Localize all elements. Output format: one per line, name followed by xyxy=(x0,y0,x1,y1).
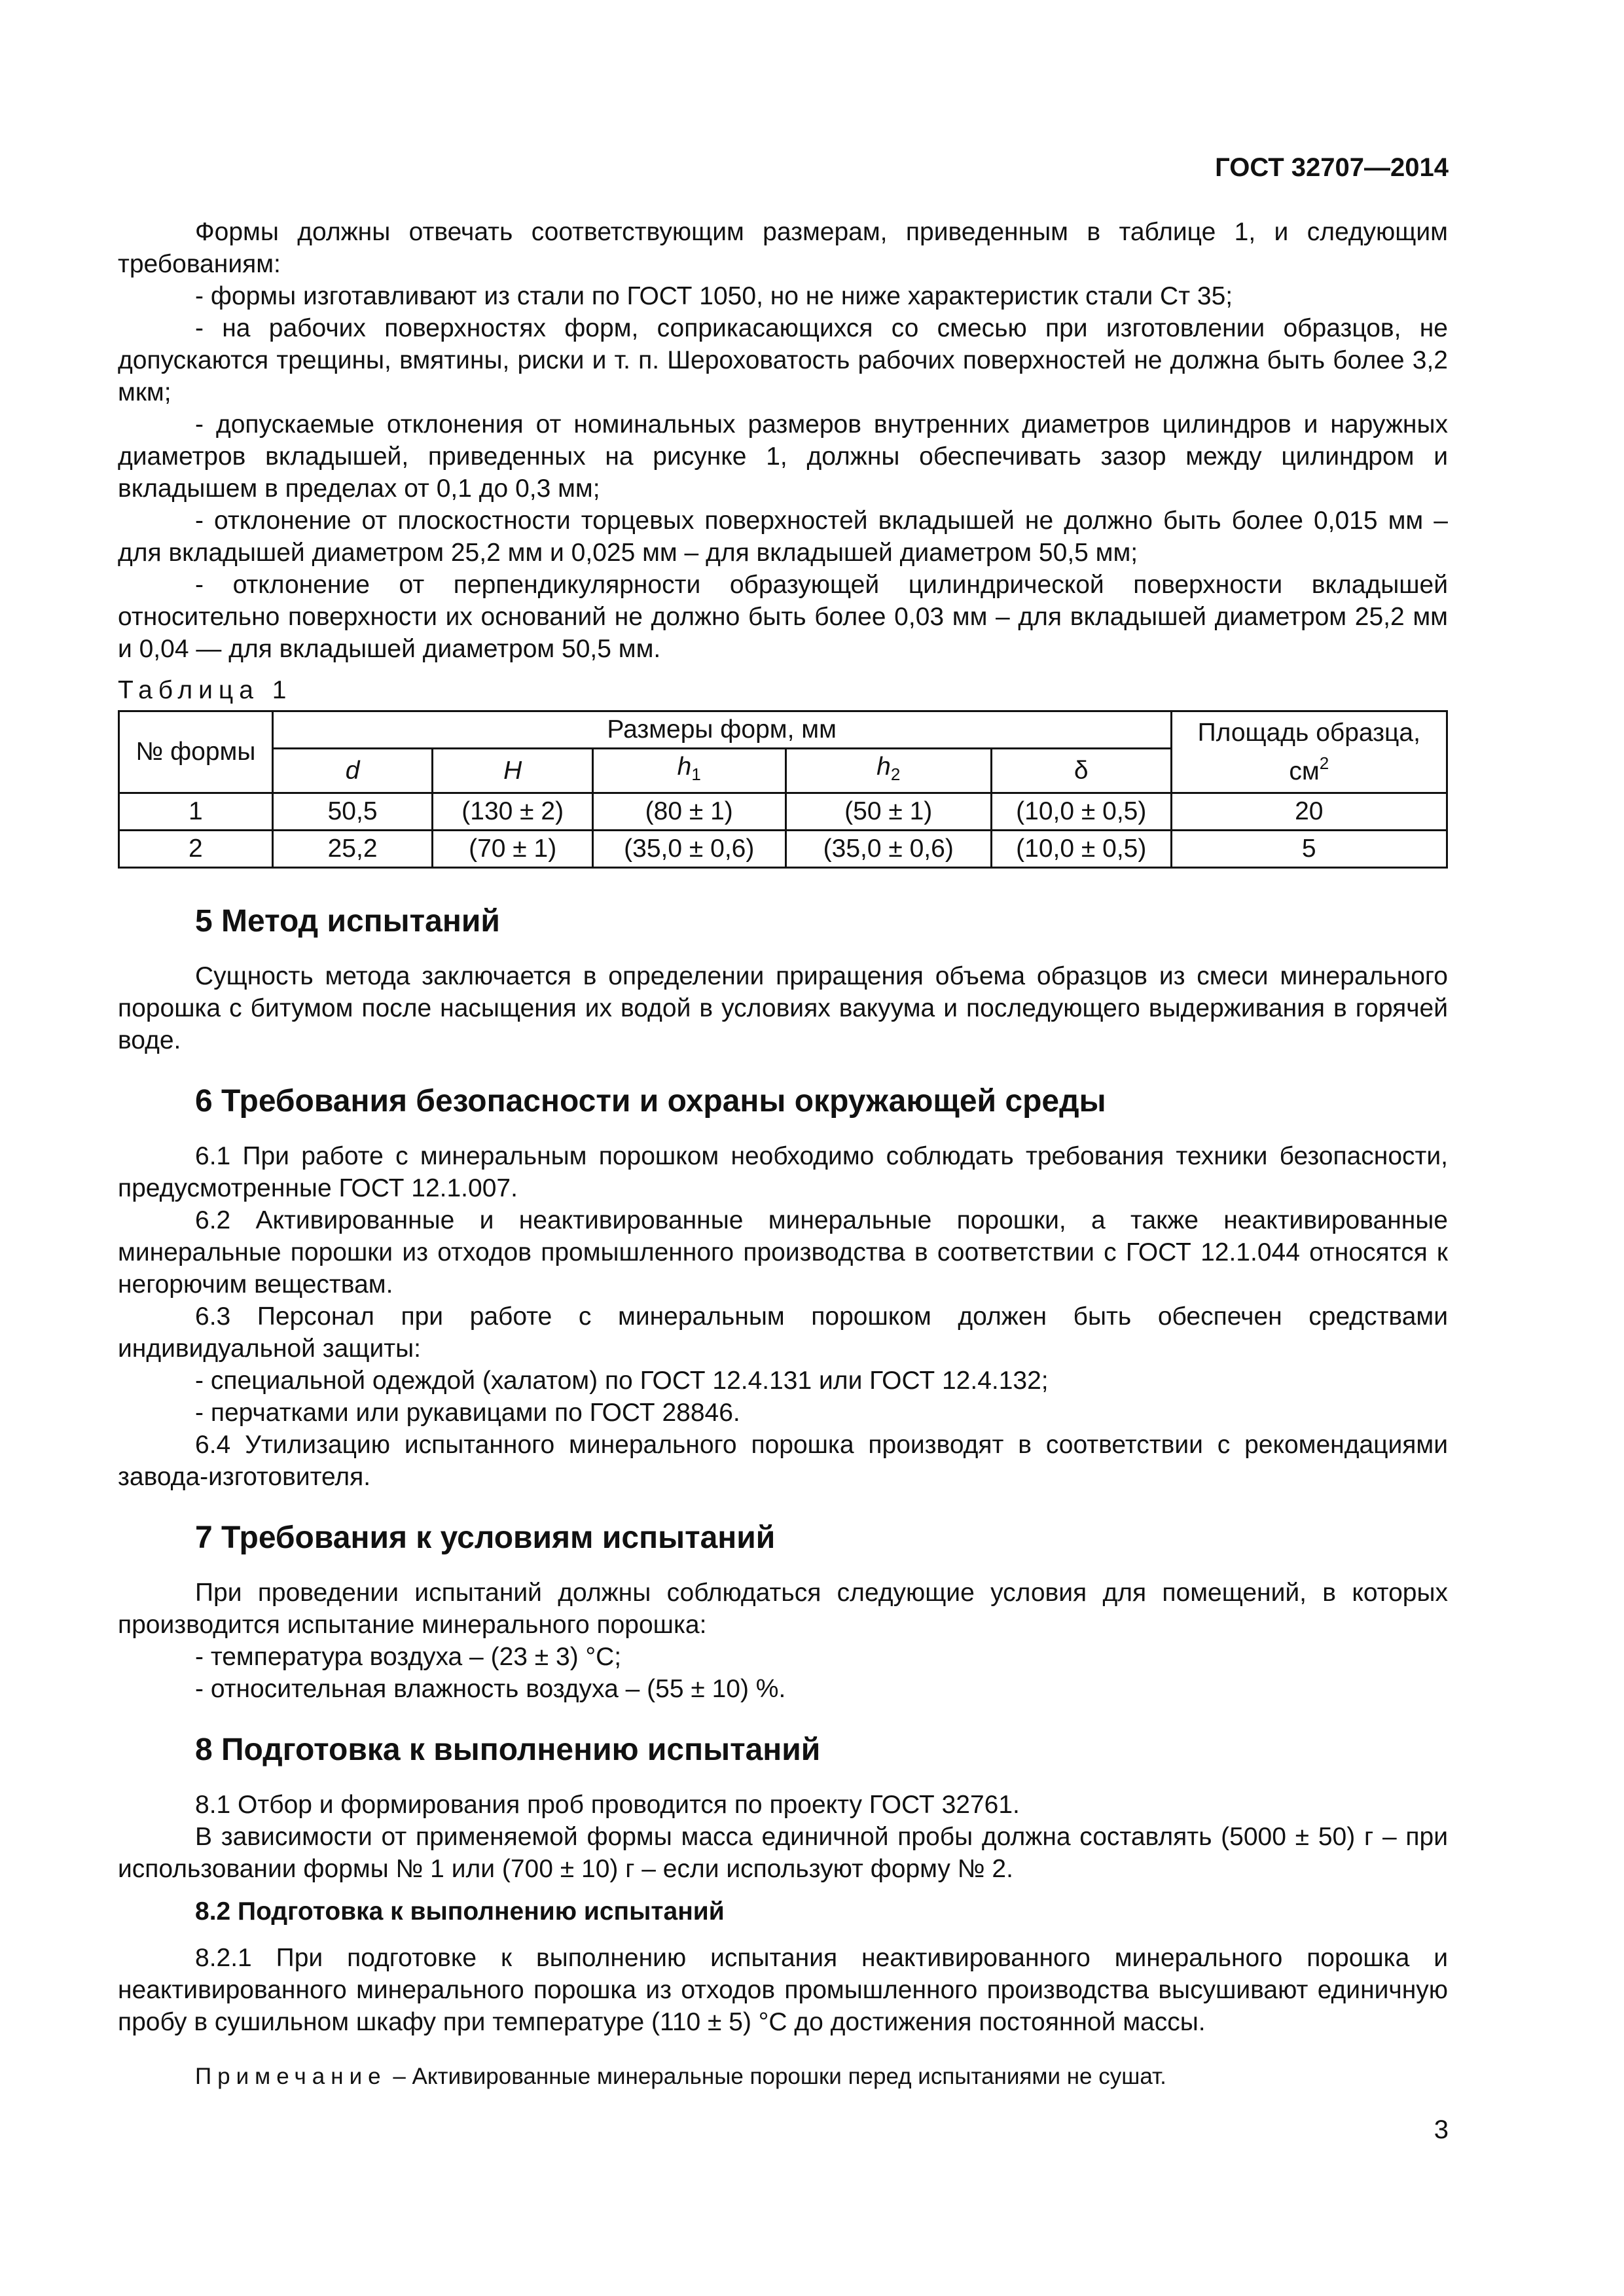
table-cell: (35,0 ± 0,6) xyxy=(592,831,785,868)
section-6-1-paragraph: 6.1 При работе с минеральным порошком необходимо соблюдать требования техники безопасности, предусмотренные ГОСТ 12.1.007. xyxy=(118,1142,1448,1202)
table-cell: 50,5 xyxy=(272,793,433,831)
header-form-sizes: Размеры форм, мм xyxy=(272,711,1171,749)
page-content xyxy=(118,216,1448,2092)
section-5-title: 5 Метод испытаний xyxy=(195,904,500,939)
table-cell: 1 xyxy=(119,793,273,831)
section-8-title: 8 Подготовка к выполнению испытаний xyxy=(195,1732,821,1767)
table-cell: 2 xyxy=(119,831,273,868)
table-row xyxy=(119,793,1447,831)
section-8-2-1-paragraph: 8.2.1 При подготовке к выполнению испытания неактивированного минерального порошка и неактивированного минерального порошка из отходов промышленного производства высушивают единичную пробу в сушильном шкафу при температуре (110 ± 5) °С до достижения постоянной массы. xyxy=(118,1944,1448,2036)
section-7-title: 7 Требования к условиям испытаний xyxy=(195,1520,776,1555)
requirement-item: - на рабочих поверхностях форм, соприкасающихся со смесью при изготовлении образцов, не допускаются трещины, вмятины, риски и т. п. Шероховатость рабочих поверхностей не должна быть более 3,2 мкм; xyxy=(118,314,1448,406)
protection-item: - перчатками или рукавицами по ГОСТ 28846. xyxy=(195,1399,740,1427)
subheader-d: d xyxy=(272,749,433,793)
table-cell: 20 xyxy=(1171,793,1447,831)
table-cell: (130 ± 2) xyxy=(433,793,593,831)
section-8-2-title: 8.2 Подготовка к выполнению испытаний xyxy=(195,1897,725,1926)
table-cell: (50 ± 1) xyxy=(785,793,991,831)
subheader-h1: $h_1$ xyxy=(592,749,785,793)
protection-item: - специальной одеждой (халатом) по ГОСТ 12.4.131 или ГОСТ 12.4.132; xyxy=(195,1367,1049,1395)
note xyxy=(118,2062,1448,2092)
section-6-title: 6 Требования безопасности и охраны окружающей среды xyxy=(195,1084,1106,1119)
condition-item: - температура воздуха – (23 ± 3) °С; xyxy=(195,1643,622,1671)
document-header: ГОСТ 32707—2014 xyxy=(1215,153,1449,182)
requirement-item: - отклонение от плоскостности торцевых поверхностей вкладышей не должно быть более 0,015 мм – для вкладышей диаметром 25,2 мм и 0,025 мм – для вкладышей диаметром 50,5 мм; xyxy=(118,507,1448,567)
note-text: – Активированные минеральные порошки перед испытаниями не сушат. xyxy=(386,2064,1166,2089)
header-sample-area: Площадь образца, $см^2$ xyxy=(1171,711,1447,793)
table-cell: (70 ± 1) xyxy=(433,831,593,868)
section-6-4-paragraph: 6.4 Утилизацию испытанного минерального порошка производят в соответствии с рекомендациями завода-изготовителя. xyxy=(118,1431,1448,1491)
table-header-row xyxy=(119,711,1447,749)
requirement-item: - отклонение от перпендикулярности образующей цилиндрической поверхности вкладышей относительно поверхности их оснований не должно быть более 0,03 мм – для вкладышей диаметром 25,2 мм и 0,04 — для вкладышей диаметром 50,5 мм. xyxy=(118,571,1448,663)
requirement-item: - допускаемые отклонения от номинальных размеров внутренних диаметров цилиндров и наружных диаметров вкладышей, приведенных на рисунке 1, должны обеспечивать зазор между цилиндром и вкладышем в пределах от 0,1 до 0,3 мм; xyxy=(118,410,1448,503)
table-caption: Таблица 1 xyxy=(118,676,293,704)
table-cell: (10,0 ± 0,5) xyxy=(991,793,1171,831)
section-6-2-paragraph: 6.2 Активированные и неактивированные минеральные порошки, а также неактивированные минеральные порошки из отходов промышленного производства в соответствии с ГОСТ 12.1.044 относятся к негорючим веществам. xyxy=(118,1206,1448,1299)
note-label: Примечание xyxy=(195,2064,387,2089)
table-row xyxy=(119,831,1447,868)
table-cell: (35,0 ± 0,6) xyxy=(785,831,991,868)
requirement-item: - формы изготавливают из стали по ГОСТ 1050, но не ниже характеристик стали Ст 35; xyxy=(195,282,1233,310)
section-7-paragraph: При проведении испытаний должны соблюдаться следующие условия для помещений, в которых производится испытание минерального порошка: xyxy=(118,1579,1448,1639)
table-cell: 5 xyxy=(1171,831,1447,868)
section-5-paragraph: Сущность метода заключается в определении приращения объема образцов из смеси минерального порошка с битумом после насыщения их водой в условиях вакуума и последующего выдерживания в горячей воде. xyxy=(118,962,1448,1054)
table-cell: (80 ± 1) xyxy=(592,793,785,831)
page-number: 3 xyxy=(1434,2115,1449,2144)
forms-table xyxy=(118,710,1448,869)
section-6-3-paragraph: 6.3 Персонал при работе с минеральным порошком должен быть обеспечен средствами индивидуальной защиты: xyxy=(118,1302,1448,1363)
table-cell: 25,2 xyxy=(272,831,433,868)
section-8-1-paragraph: 8.1 Отбор и формирования проб проводится по проекту ГОСТ 32761. xyxy=(195,1791,1020,1819)
subheader-H: H xyxy=(433,749,593,793)
table-cell: (10,0 ± 0,5) xyxy=(991,831,1171,868)
subheader-h2: $h_2$ xyxy=(785,749,991,793)
condition-item: - относительная влажность воздуха – (55 ± 10) %. xyxy=(195,1675,786,1703)
intro-paragraph: Формы должны отвечать соответствующим размерам, приведенным в таблице 1, и следующим требованиям: xyxy=(118,218,1448,278)
section-8-1-mass-paragraph: В зависимости от применяемой формы масса единичной пробы должна составлять (5000 ± 50) г – при использовании формы № 1 или (700 ± 10) г – если используют форму № 2. xyxy=(118,1823,1448,1883)
subheader-delta: δ xyxy=(991,749,1171,793)
header-form-number: № формы xyxy=(119,711,273,793)
